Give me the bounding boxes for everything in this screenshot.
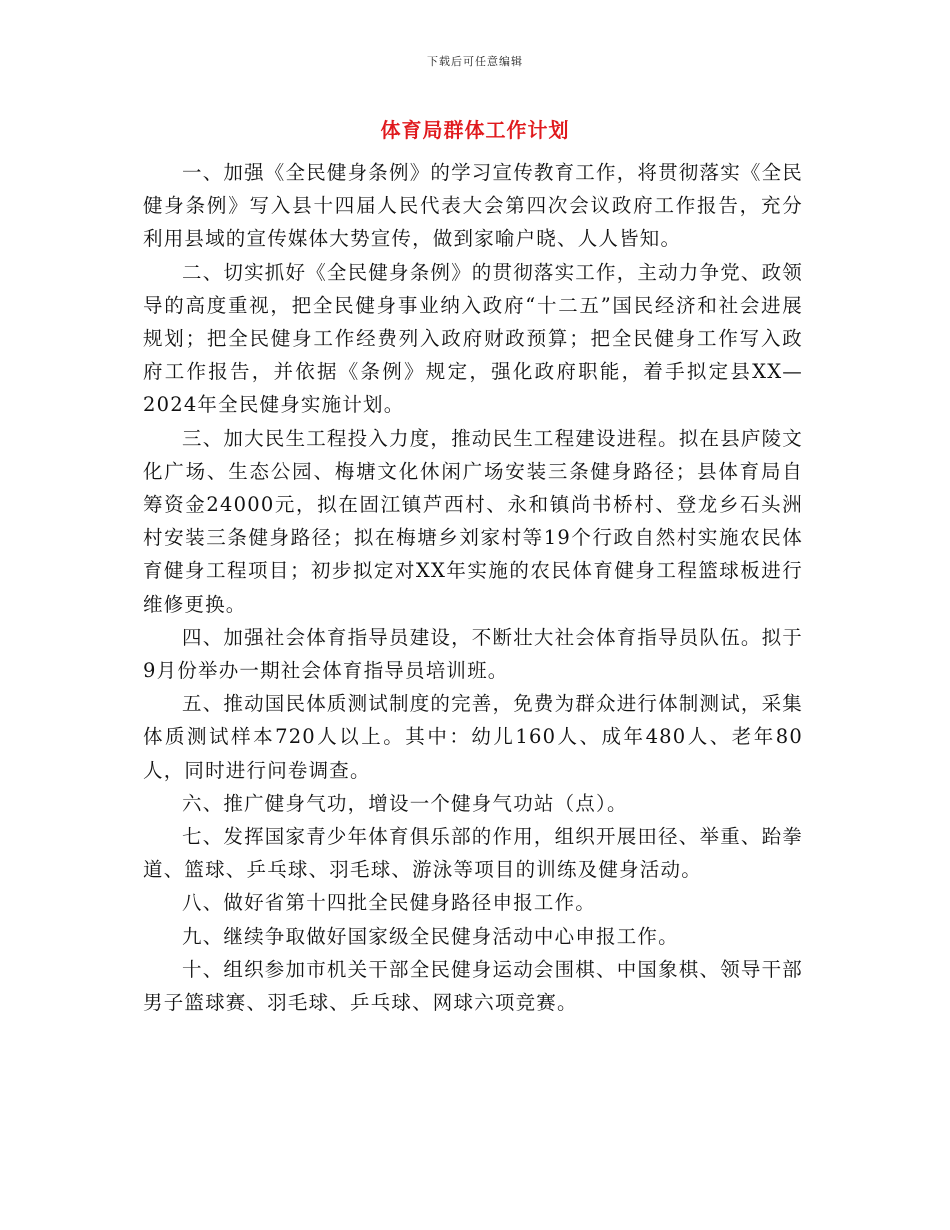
paragraph-6: 六、推广健身气功，增设一个健身气功站（点）。 <box>182 791 628 815</box>
document-body <box>143 156 803 1019</box>
paragraph-4: 四、加强社会体育指导员建设，不断壮大社会体育指导员队伍。拟于9月份举办一期社会体育指导员培训班。 <box>143 625 804 683</box>
paragraph-7: 七、发挥国家青少年体育俱乐部的作用，组织开展田径、举重、跆拳道、篮球、乒乓球、羽毛球、游泳等项目的训练及健身活动。 <box>143 825 804 882</box>
paragraph-10: 十、组织参加市机关干部全民健身运动会围棋、中国象棋、领导干部男子篮球赛、羽毛球、乒乓球、网球六项竞赛。 <box>143 957 804 1015</box>
paragraph-2: 二、切实抓好《全民健身条例》的贯彻落实工作，主动力争党、政领导的高度重视，把全民健身事业纳入政府“十二五”国民经济和社会进展规划；把全民健身工作经费列入政府财政预算；把全民健身工作写入政府工作报告，并依据《条例》规定，强化政府职能，着手拟定县XX—2024年全民健身实施计划。 <box>143 260 804 417</box>
paragraph-5: 五、推动国民体质测试制度的完善，免费为群众进行体制测试，采集体质测试样本720人以上。其中：幼儿160人、成年480人、老年80人，同时进行问卷调查。 <box>143 692 804 782</box>
paragraph-3: 三、加大民生工程投入力度，推动民生工程建设进程。拟在县庐陵文化广场、生态公园、梅塘文化休闲广场安装三条健身路径；县体育局自筹资金24000元，拟在固江镇芦西村、永和镇尚书桥村、登龙乡石头洲村安装三条健身路径；拟在梅塘乡刘家村等19个行政自然村实施农民体育健身工程项目；初步拟定对XX年实施的农民体育健身工程篮球板进行维修更换。 <box>143 426 804 616</box>
header-note: 下载后可任意编辑 <box>427 55 523 68</box>
document-title: 体育局群体工作计划 <box>380 118 570 142</box>
paragraph-9: 九、继续争取做好国家级全民健身活动中心申报工作。 <box>182 924 679 948</box>
paragraph-1: 一、加强《全民健身条例》的学习宣传教育工作，将贯彻落实《全民健身条例》写入县十四届人民代表大会第四次会议政府工作报告，充分利用县域的宣传媒体大势宣传，做到家喻户晓、人人皆知。 <box>143 161 804 251</box>
paragraph-8: 八、做好省第十四批全民健身路径申报工作。 <box>182 891 597 915</box>
